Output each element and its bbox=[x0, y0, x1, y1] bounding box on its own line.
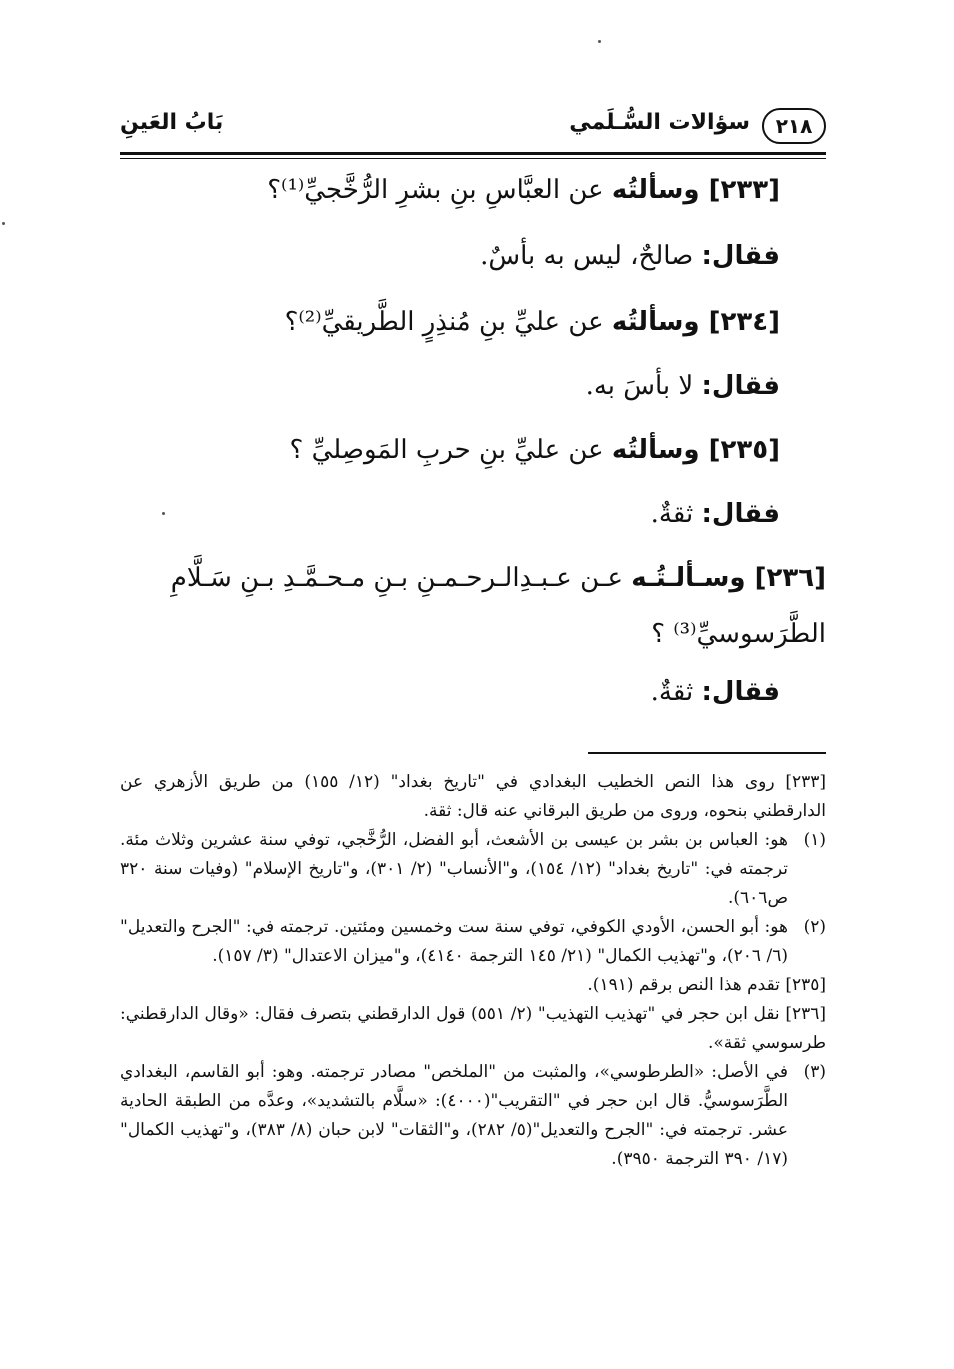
answer-label: فقال: bbox=[701, 499, 780, 529]
footnote-236 bbox=[120, 1000, 826, 1058]
header-rule-thick bbox=[120, 152, 826, 155]
page-number: ٢١٨ bbox=[775, 114, 813, 138]
footnote-text: [٢٣٣] روى هذا النص الخطيب البغدادي في "تاريخ بغداد" (١٢/ ١٥٥) من طريق الأزهري عن الدارقطني بنحوه، وروى من طريق البرقاني عنه قال: ثقة. bbox=[120, 772, 826, 821]
entry-235-question bbox=[120, 430, 780, 470]
answer-text: ثقةٌ. bbox=[650, 499, 694, 529]
entry-236-question-cont bbox=[120, 614, 826, 654]
entry-234-question bbox=[120, 302, 780, 342]
footnote-2 bbox=[120, 913, 826, 971]
entry-236-question bbox=[120, 558, 826, 598]
scan-speck bbox=[598, 40, 601, 43]
entry-text: عن عليِّ بنِ مُنذِرٍ الطَّريقيِّ⁽²⁾؟ bbox=[284, 307, 604, 337]
footnote-text: [٢٣٦] نقل ابن حجر في "تهذيب التهذيب" (٢/ ٥٥١) قول الدارقطني بتصرف فقال: «وقال الدارقطني: طرسوسي ثقة». bbox=[120, 1004, 826, 1053]
page-header bbox=[120, 104, 826, 148]
entry-label: [٢٣٥] وسألتُه bbox=[611, 435, 780, 465]
answer-text: صالحٌ، ليس به بأسٌ. bbox=[480, 241, 694, 271]
header-rule-thin bbox=[120, 158, 826, 159]
page-number-badge bbox=[762, 108, 826, 144]
footnotes bbox=[120, 768, 826, 1174]
footnote-1 bbox=[120, 826, 826, 913]
footnote-text: هو: أبو الحسن، الأودي الكوفي، توفي سنة ست وخمسين ومئتين. ترجمته في: "الجرح والتعديل" (٦/ ٢٠٦)، و"تهذيب الكمال" (٢١/ ١٤٥ الترجمة ٤١٤٠)، و"ميزان الاعتدال" (٣/ ١٥٧). bbox=[120, 917, 788, 966]
entry-233-question bbox=[120, 170, 780, 210]
entry-236-answer bbox=[120, 672, 780, 712]
answer-label: فقال: bbox=[701, 677, 780, 707]
footnote-text: [٢٣٥] تقدم هذا النص برقم (١٩١). bbox=[587, 975, 826, 995]
scan-speck bbox=[2, 222, 5, 225]
scan-speck bbox=[162, 512, 165, 515]
entry-235-answer bbox=[120, 494, 780, 534]
answer-text: ثقةٌ. bbox=[650, 677, 694, 707]
footnote-text: في الأصل: «الطرطوسي»، والمثبت من "الملخص" مصادر ترجمته. وهو: أبو القاسم، البغدادي الطَّرَسوسيُّ. قال ابن حجر في "التقريب"(٤٠٠٠): «سلَّام بالتشديد»، وعدَّه من الطبقة الحادية عشر. ترجمته في: "الجرح والتعديل"(٥/ ٢٨٢)، و"الثقات" لابن حبان (٨/ ٣٨٣)، و"تهذيب الكمال" (١٧/ ٣٩٠ الترجمة ٣٩٥٠). bbox=[120, 1062, 788, 1169]
entry-label: [٢٣٣] وسألتُه bbox=[611, 175, 780, 205]
footnote-text: هو: العباس بن بشر بن عيسى بن الأشعث، أبو الفضل، الرُّخَّجي، توفي سنة عشرين وثلاث مئة. ترجمته في: "تاريخ بغداد" (١٢/ ١٥٤)، و"الأنساب" (٢/ ٣٠١)، و"تاريخ الإسلام" (وفيات سنة ٣٢٠ ص٦٠٦). bbox=[120, 830, 789, 908]
entry-label: [٢٣٤] وسألتُه bbox=[611, 307, 780, 337]
footnote-number: (٢) bbox=[803, 917, 826, 937]
entry-233-answer bbox=[120, 236, 780, 276]
chapter-title: بَابُ العَينِ bbox=[120, 110, 224, 135]
entry-text-cont: الطَّرَسوسيِّ⁽³⁾ ؟ bbox=[651, 619, 826, 649]
answer-label: فقال: bbox=[701, 241, 780, 271]
entry-text: عن العبَّاسِ بنِ بشرِ الرُّخَّجيِّ⁽¹⁾؟ bbox=[267, 175, 604, 205]
entry-text: عـن عـبـدِالـرحـمـنِ بـنِ مـحـمَّـدِ بـنِ سَـلَّامِ bbox=[170, 563, 623, 593]
footnote-number: (٣) bbox=[803, 1062, 826, 1082]
entry-text: عن عليِّ بنِ حربِ المَوصِليِّ ؟ bbox=[289, 435, 604, 465]
entry-234-answer bbox=[120, 366, 780, 406]
answer-label: فقال: bbox=[701, 371, 780, 401]
footnote-separator bbox=[588, 752, 826, 754]
footnote-number: (١) bbox=[803, 830, 826, 850]
book-title: سؤالات السُّـلَمي bbox=[569, 110, 750, 135]
footnote-233 bbox=[120, 768, 826, 826]
entry-label: [٢٣٦] وسـألـتُـه bbox=[631, 563, 826, 593]
footnote-3 bbox=[120, 1058, 826, 1174]
footnote-235 bbox=[120, 971, 826, 1000]
answer-text: لا بأسَ به. bbox=[585, 371, 694, 401]
